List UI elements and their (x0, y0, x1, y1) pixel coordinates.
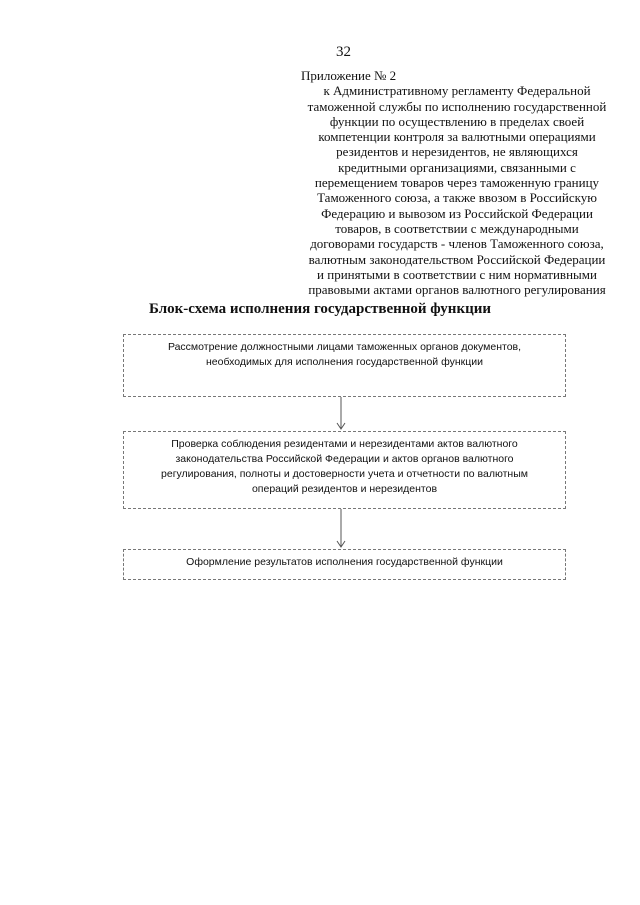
appendix-line: и принятыми в соответствии с ним нормативными (317, 266, 597, 282)
appendix-line: товаров, в соответствии с международными (335, 220, 579, 236)
appendix-line: Федерацию и вывозом из Российской Федерации (321, 205, 593, 221)
flowchart-step-1 (123, 334, 566, 397)
arrow-down-icon (334, 509, 348, 549)
flowchart-step-3 (123, 549, 566, 580)
appendix-line: кредитными организациями, связанными с (338, 159, 576, 175)
appendix-line: перемещением товаров через таможенную границу (314, 175, 600, 191)
page-number: 32 (336, 44, 351, 60)
appendix-title: Приложение № 2 (301, 68, 397, 83)
appendix-line: резидентов и нерезидентов, не являющихся (336, 144, 578, 160)
appendix-line: валютным законодательством Российской Федерации (308, 251, 606, 267)
flowchart-step-1-text: Рассмотрение должностными лицами таможенных органов документов, необходимых для исполнения государственной функции (167, 341, 522, 368)
appendix-line: Таможенного союза, а также ввозом в Российскую (317, 190, 597, 206)
flowchart-step-3-text: Оформление результатов исполнения государственной функции (186, 556, 503, 568)
arrow-down-icon (334, 397, 348, 431)
appendix-line: функции по осуществлению в пределах своей (329, 113, 585, 129)
appendix-line: договорами государств - членов Таможенного союза, (310, 236, 604, 252)
appendix-line: таможенной службы по исполнению государственной (307, 98, 607, 114)
appendix-line: правовыми актами органов валютного регулирования (308, 282, 606, 298)
flowchart-step-2-text: Проверка соблюдения резидентами и нерезидентами актов валютного законодательства Российской Федерации и актов органов валютного регулирования, полноты и достоверности учета и отчетности по валютным операций резидентов и нерезидентов (161, 438, 528, 495)
flowchart-step-2 (123, 431, 566, 509)
appendix-block (301, 68, 613, 297)
flowchart-title: Блок-схема исполнения государственной функции (148, 301, 492, 317)
appendix-line: компетенции контроля за валютными операциями (318, 129, 596, 145)
appendix-line: к Административному регламенту Федеральной (323, 83, 591, 99)
